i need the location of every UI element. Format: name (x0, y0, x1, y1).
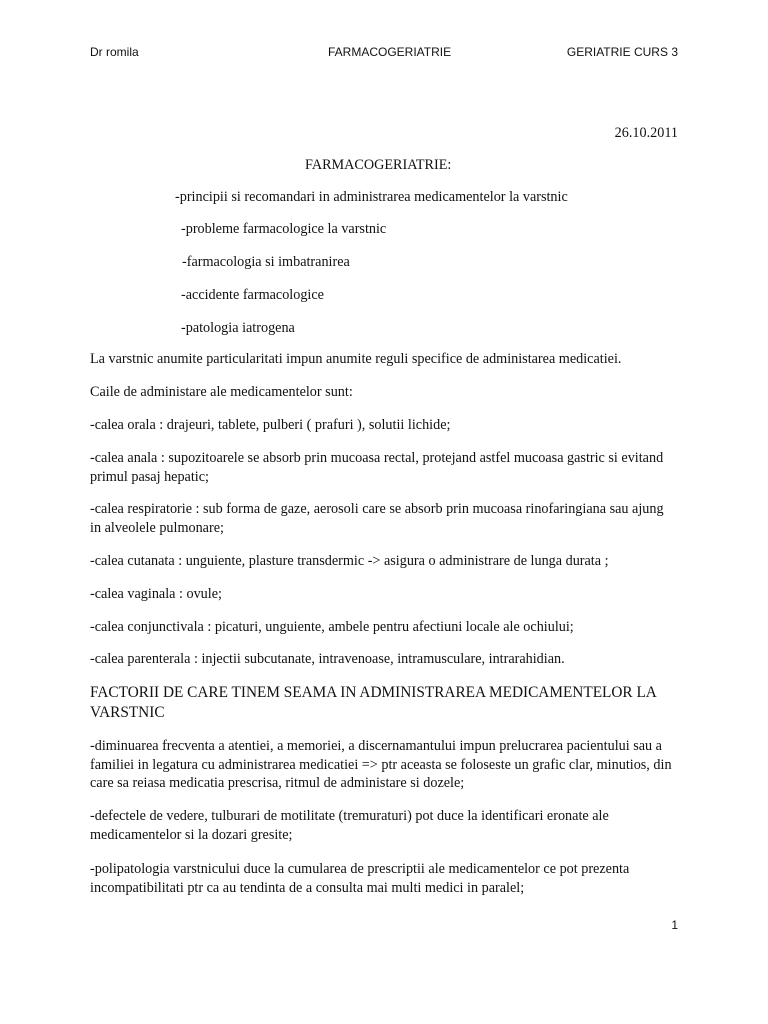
topic-item: -accidente farmacologice (181, 287, 324, 303)
header-course: GERIATRIE CURS 3 (566, 45, 678, 59)
factor-item: -defectele de vedere, tulburari de motilitate (tremuraturi) pot duce la identificari eronate ale medicamentelor si la dozari gresite; (90, 808, 609, 843)
factor-item: -polipatologia varstnicului duce la cumularea de prescriptii ale medicamentelor ce pot prezenta incompatibilitati ptr ca au tendinta de a consulta mai multi medici in paralel; (90, 861, 630, 896)
topic-item: -probleme farmacologice la varstnic (181, 221, 387, 237)
section-heading: FACTORII DE CARE TINEM SEAMA IN ADMINISTRAREA MEDICAMENTELOR LA VARSTNIC (90, 684, 656, 721)
route-item: -calea orala : drajeuri, tablete, pulberi ( prafuri ), solutii lichide; (90, 417, 451, 433)
route-item: -calea respiratorie : sub forma de gaze, aerosoli care se absorb prin mucoasa rinofaringiana sau ajung in alveolele pulmonare; (90, 501, 664, 536)
document-date: 26.10.2011 (614, 125, 678, 141)
factor-item: -diminuarea frecventa a atentiei, a memoriei, a discernamantului impun prelucrarea pacientului sau a familiei in legatura cu administrarea medicatiei => ptr aceasta se foloseste un grafic clar, minutios, din care sa reiasa medicatia prescrisa, ritmul de administare si dozele; (90, 738, 672, 791)
page-number: 1 (671, 918, 678, 932)
route-item: -calea parenterala : injectii subcutanate, intravenoase, intramusculare, intrarahidian. (90, 651, 565, 667)
page-header (90, 45, 678, 63)
topic-item: -farmacologia si imbatranirea (182, 254, 350, 270)
route-item: -calea vaginala : ovule; (90, 586, 222, 602)
document-title: FARMACOGERIATRIE: (305, 157, 452, 173)
route-item: -calea cutanata : unguiente, plasture transdermic -> asigura o administrare de lunga durata ; (90, 553, 609, 569)
routes-intro: Caile de administare ale medicamentelor sunt: (90, 384, 353, 400)
intro-paragraph: La varstnic anumite particularitati impun anumite reguli specifice de administarea medicatiei. (90, 351, 622, 367)
topic-item: -patologia iatrogena (181, 320, 295, 336)
route-item: -calea anala : supozitoarele se absorb prin mucoasa rectal, protejand astfel mucoasa gastric si evitand primul pasaj hepatic; (90, 450, 664, 485)
topic-item: -principii si recomandari in administrarea medicamentelor la varstnic (175, 189, 568, 205)
route-item: -calea conjunctivala : picaturi, unguiente, ambele pentru afectiuni locale ale ochiului; (90, 619, 574, 635)
header-author: Dr romila (90, 45, 139, 59)
header-subject: FARMACOGERIATRIE (328, 45, 452, 59)
